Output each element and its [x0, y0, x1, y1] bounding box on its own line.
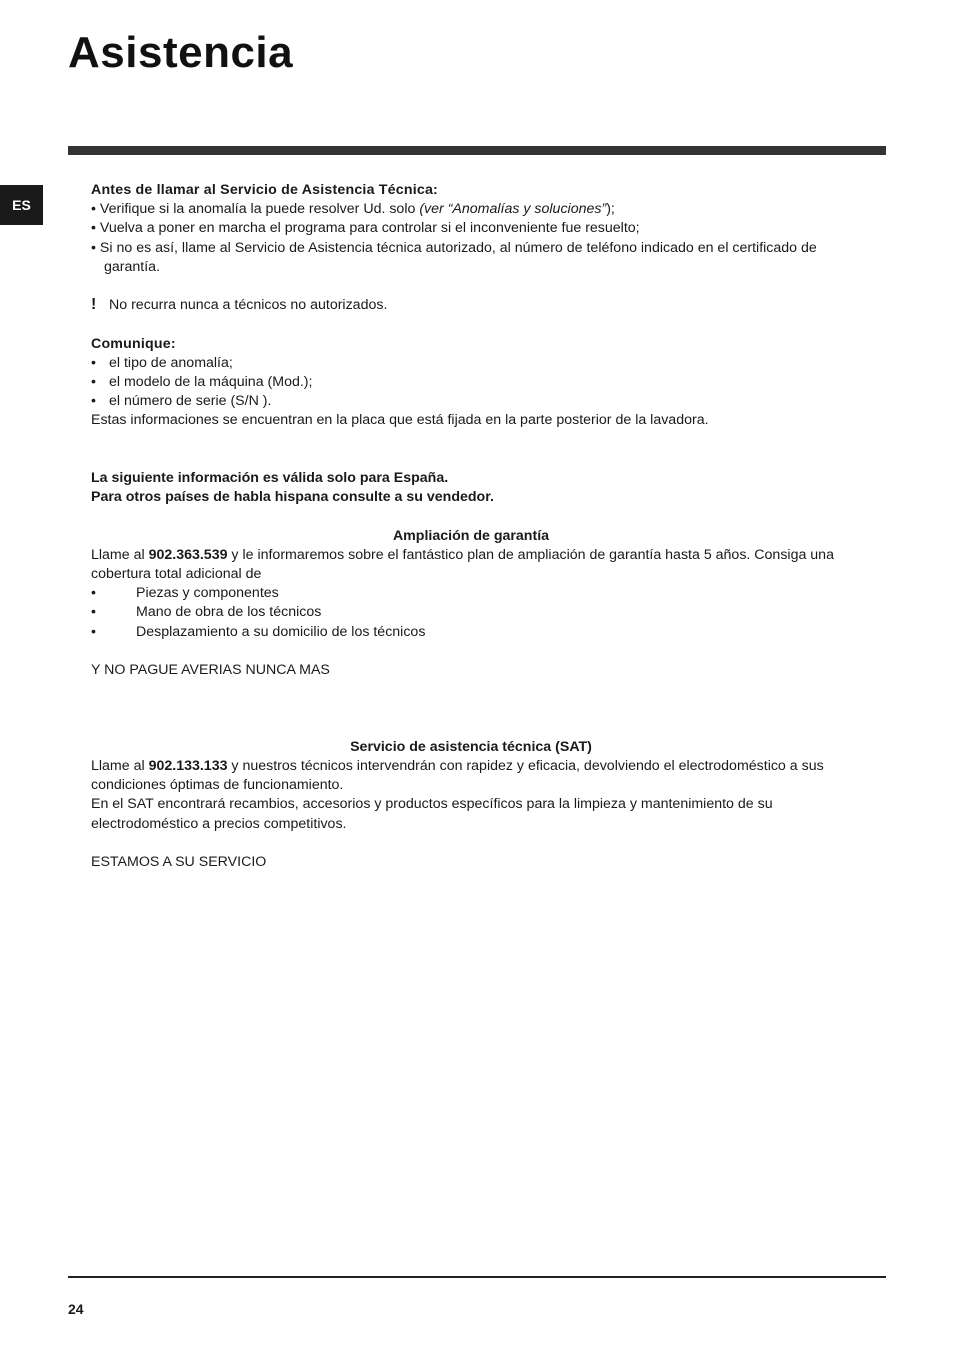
language-tab: ES: [0, 185, 43, 225]
warning-note: ! No recurra nunca a técnicos no autorizados.: [91, 296, 388, 314]
warranty-paragraph: Llame al 902.363.539 y le informaremos sobre el fantástico plan de ampliación de garantía hasta 5 años. Consiga una cobertura total adicional de: [91, 546, 834, 582]
spain-notice-line-2: Para otros países de habla hispana consulte a su vendedor.: [91, 489, 494, 506]
before-calling-heading: Antes de llamar al Servicio de Asistencia Técnica:: [91, 182, 438, 198]
page-title: Asistencia: [68, 28, 294, 77]
warranty-title: Ampliación de garantía: [392, 527, 550, 544]
list-item: • el modelo de la máquina (Mod.);: [91, 374, 313, 390]
sat-paragraph-2: En el SAT encontrará recambios, accesorios y productos específicos para la limpieza y mantenimiento de su electrodoméstico a precios competitivos.: [91, 796, 773, 832]
list-item: • Desplazamiento a su domicilio de los técnicos: [91, 623, 426, 640]
list-item: • el tipo de anomalía;: [91, 354, 233, 371]
sat-phone: 902.133.133: [148, 758, 228, 774]
page-content: [91, 181, 851, 872]
before-calling-bullet-3: • Si no es así, llame al Servicio de Asistencia técnica autorizado, al número de teléfono indicado en el certificado de garantía.: [91, 239, 817, 275]
communicate-heading: Comunique:: [91, 335, 176, 352]
sat-paragraph-1: Llame al 902.133.133 y nuestros técnicos intervendrán con rapidez y eficacia, devolviendo el electrodoméstico a sus condiciones óptimas de funcionamiento.: [91, 758, 824, 794]
spain-notice-line-1: La siguiente información es válida solo para España.: [91, 470, 449, 486]
sat-closing: ESTAMOS A SU SERVICIO: [91, 854, 267, 870]
before-calling-bullet-1: • Verifique si la anomalía la puede resolver Ud. solo (ver “Anomalías y soluciones”);: [91, 201, 615, 218]
page-number: 24: [68, 1301, 84, 1317]
list-item: • el número de serie (S/N ).: [91, 393, 272, 410]
sat-title: Servicio de asistencia técnica (SAT): [350, 738, 592, 755]
warranty-phone: 902.363.539: [148, 546, 228, 563]
rating-plate-note: Estas informaciones se encuentran en la placa que está fijada en la parte posterior de la lavadora.: [91, 412, 709, 429]
bottom-divider: [68, 1276, 886, 1278]
list-item: • Piezas y componentes: [91, 585, 279, 602]
list-item: • Mano de obra de los técnicos: [91, 604, 322, 621]
top-divider: [68, 146, 886, 155]
before-calling-bullet-2: • Vuelva a poner en marcha el programa para controlar si el inconveniente fue resuelto;: [91, 220, 640, 237]
exclamation-icon: !: [91, 296, 97, 314]
warranty-closing: Y NO PAGUE AVERIAS NUNCA MAS: [91, 662, 330, 678]
